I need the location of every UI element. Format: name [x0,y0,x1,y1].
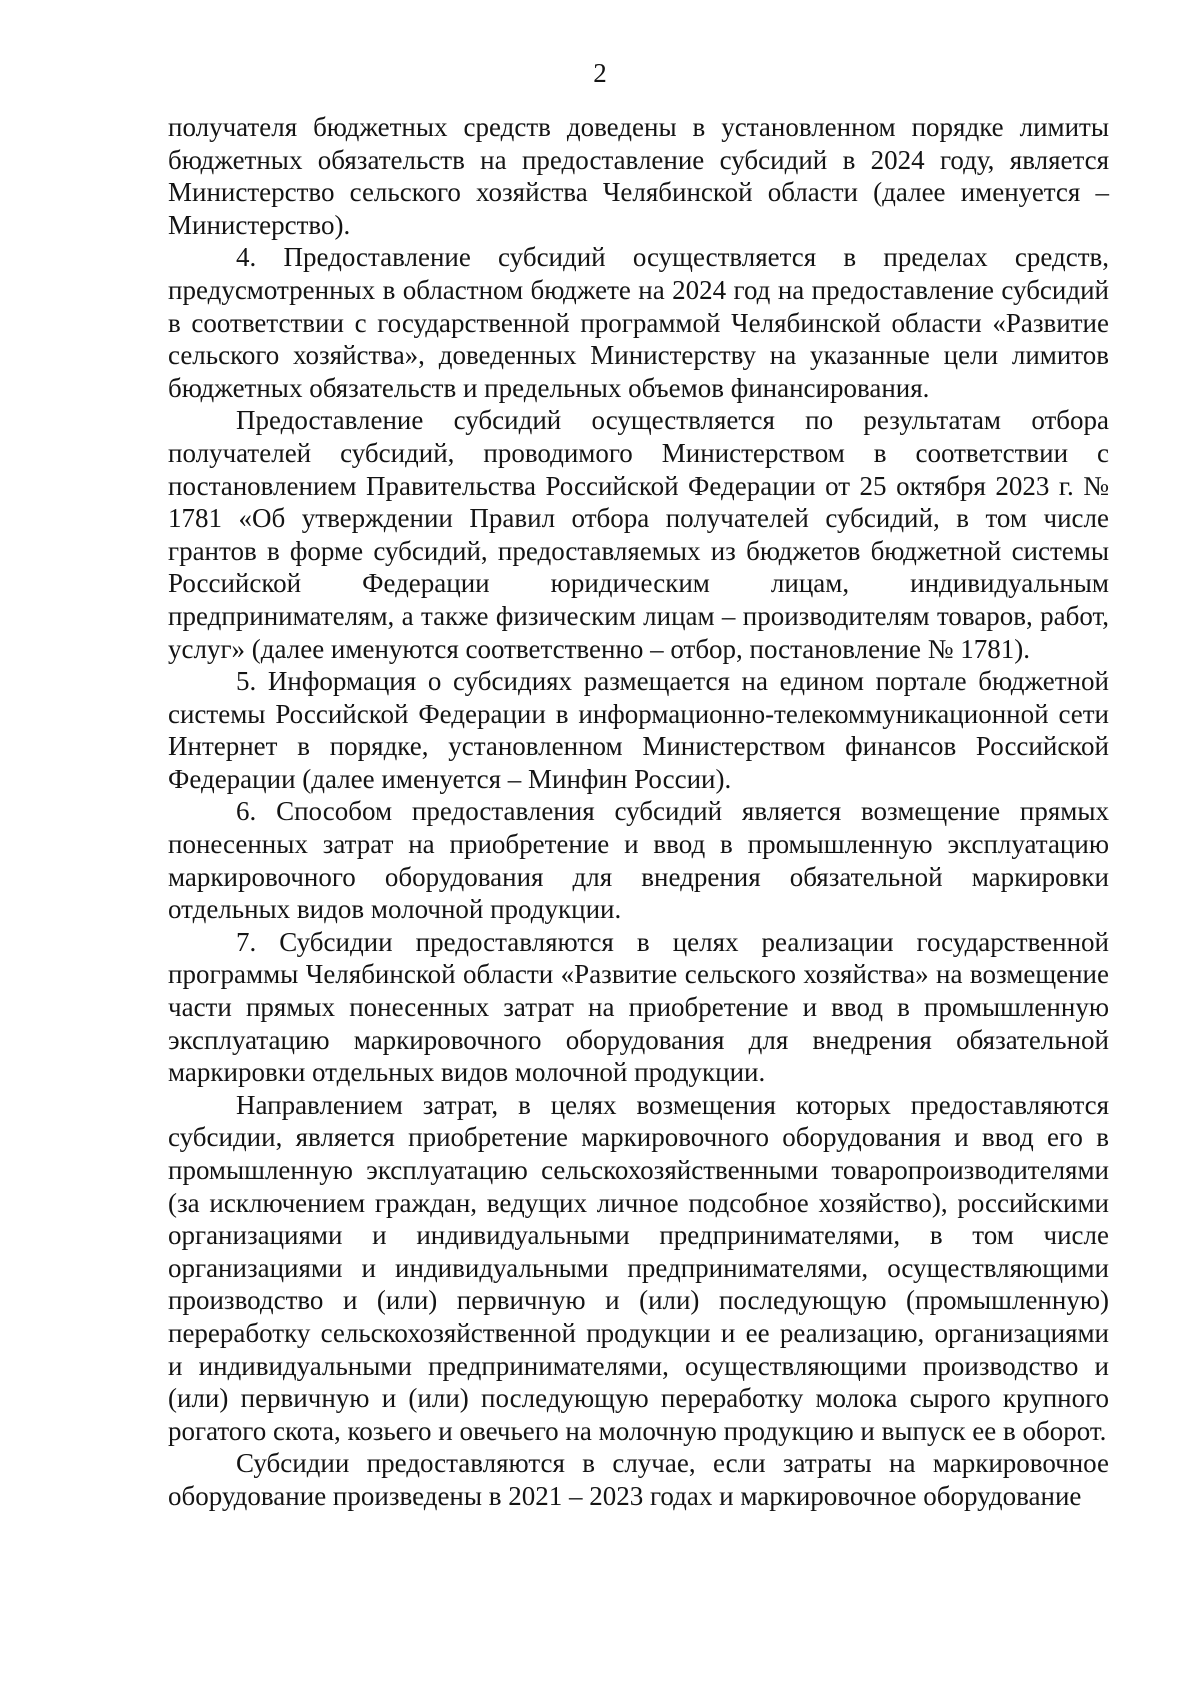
paragraph-item-7: 7. Субсидии предоставляются в целях реализации государственной программы Челябинской области «Развитие сельского хозяйства» на возмещение части прямых понесенных затрат на приобретение и ввод в промышленную эксплуатацию маркировочного оборудования для внедрения обязательной маркировки отдельных видов молочной продукции. [168,926,1109,1088]
paragraph-item-6: 6. Способом предоставления субсидий является возмещение прямых понесенных затрат на приобретение и ввод в промышленную эксплуатацию маркировочного оборудования для внедрения обязательной маркировки отдельных видов молочной продукции. [168,796,1109,925]
paragraph-continuation-ministry: получателя бюджетных средств доведены в установленном порядке лимиты бюджетных обязательств на предоставление субсидий в 2024 году, является Министерство сельского хозяйства Челябинской области (далее именуется – Министерство). [168,112,1109,240]
paragraph-subsidy-condition: Субсидии предоставляются в случае, если затраты на маркировочное оборудование произведены в 2021 – 2023 годах и маркировочное оборудование [168,1448,1109,1511]
paragraph-selection: Предоставление субсидий осуществляется по результатам отбора получателей субсидий, проводимого Министерством в соответствии с постановлением Правительства Российской Федерации от 25 октября 2023 г. № 1781 «Об утверждении Правил отбора получателей субсидий, в том числе грантов в форме субсидий, предоставляемых из бюджетов бюджетной системы Российской Федерации юридическим лицам, индивидуальным предпринимателям, а также физическим лицам – производителям товаров, работ, услуг» (далее именуются соответственно – отбор, постановление № 1781). [168,405,1109,664]
paragraph-cost-direction: Направлением затрат, в целях возмещения которых предоставляются субсидии, является приобретение маркировочного оборудования и ввод его в промышленную эксплуатацию сельскохозяйственными товаропроизводителями (за исключением граждан, ведущих личное подсобное хозяйство), российскими организациями и индивидуальными предпринимателями, в том числе организациями и индивидуальными предпринимателями, осуществляющими производство и (или) первичную и (или) последующую (промышленную) переработку сельскохозяйственной продукции и ее реализацию, организациями и индивидуальными предпринимателями, осуществляющими производство и (или) первичную и (или) последующую переработку молока сырого крупного рогатого скота, козьего и овечьего на молочную продукцию и выпуск ее в оборот. [168,1089,1109,1446]
page-number: 2 [593,58,607,88]
paragraph-item-5: 5. Информация о субсидиях размещается на едином портале бюджетной системы Российской Федерации в информационно-телекоммуникационной сети Интернет в порядке, установленном Министерством финансов Российской Федерации (далее именуется – Минфин России). [168,666,1109,794]
paragraph-item-4: 4. Предоставление субсидий осуществляется в пределах средств, предусмотренных в областном бюджете на 2024 год на предоставление субсидий в соответствии с государственной программой Челябинской области «Развитие сельского хозяйства», доведенных Министерству на указанные цели лимитов бюджетных обязательств и предельных объемов финансирования. [168,242,1109,403]
document-body [168,111,1109,1513]
